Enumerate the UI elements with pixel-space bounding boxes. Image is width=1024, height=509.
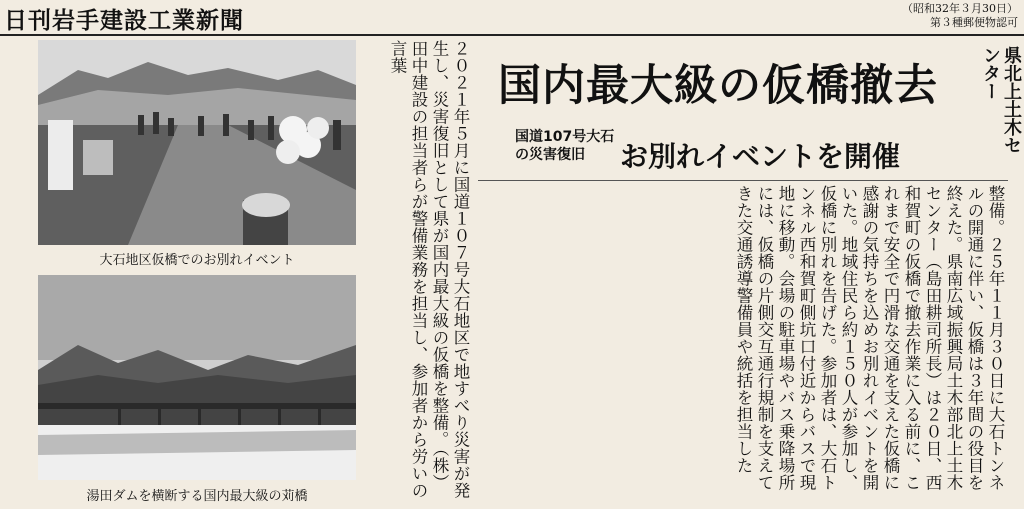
headline-divider [478,180,1008,181]
event-photo-image [38,40,356,245]
article-headline: 国内最大級の仮橋撤去 [498,61,938,111]
masthead [0,0,1024,36]
bridge-photo-caption: 湯田ダムを横断する国内最大級の苅橋 [86,489,308,504]
event-photo [38,40,356,245]
article-body-column-a: ２０２１年５月に国道１０７号大石地区で地すべり災害が発生し、災害復旧として県が国内最大級の仮橋を整備。（株）田中建設の担当者らが警備業務を担当し、参加者から労いの言葉 [388,40,470,499]
postal-permit [902,2,1018,30]
bridge-photo-image [38,275,356,480]
bridge-photo [38,275,356,480]
article-subheadline: お別れイベントを開催 [620,140,901,173]
article-kicker: 国道107号大石の災害復旧 [515,129,615,163]
article-body-column-b: 整備。２５年１１月３０日に大石トンネルの開通に伴い、仮橋は３年間の役目を終えた。県南広域振興局土木部北上土木センター（島田耕司所長）は２０日、西和賀町の仮橋で撤去作業に入る前に、これまで安全で円滑な交通を支えた仮橋に感謝の気持ちを込めお別れイベントを開いた。地域住民ら約１５０人が参加し、仮橋に別れを告げた。参加者は、大石トンネル西和賀町側坑口付近からバスで現地に移動。会場の駐車場やバス乗降場所には、仮橋の片側交互通行規制を支えてきた交通誘導警備員や統括を担当した [734,185,1005,491]
newspaper-name: 日刊岩手建設工業新聞 [4,8,244,34]
department-label: 県北上土木センター [980,46,1022,154]
postal-date: （昭和32年３月30日） [902,2,1018,15]
postal-class: 第３種郵便物認可 [930,16,1018,29]
event-photo-caption: 大石地区仮橋でのお別れイベント [99,253,295,268]
